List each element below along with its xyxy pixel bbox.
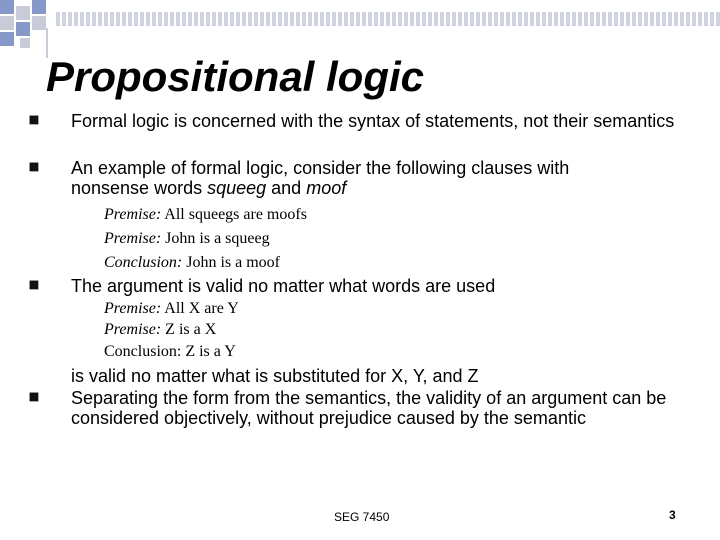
bullet-square-icon: [29, 115, 40, 126]
argument1-conclusion: [104, 253, 280, 273]
premise-text: All squeegs are moofs: [161, 206, 307, 223]
nonsense-word-moof: moof: [306, 178, 347, 198]
argument2-conclusion: Conclusion: Z is a Y: [104, 343, 236, 360]
argument2-premise1: [104, 299, 239, 319]
conclusion-label: Conclusion:: [104, 254, 183, 271]
premise-text: John is a squeeg: [161, 230, 270, 247]
footer-course-code: SEG 7450: [334, 510, 390, 524]
bullet-formal-logic: Formal logic is concerned with the syntax of statements, not their semantics: [71, 111, 675, 131]
bullet-example-prefix: nonsense words: [71, 178, 208, 198]
page-number: 3: [669, 508, 676, 522]
premise-label: Premise:: [104, 321, 162, 338]
bullet-separating-form: Separating the form from the semantics, the validity of an argument can be considered objectively, without prejudice caused by the semantic: [71, 388, 667, 428]
argument1-premise1: [104, 205, 307, 225]
premise-text: All X are Y: [161, 300, 239, 317]
argument1-premise2: [104, 229, 270, 249]
slide-title: Propositional logic: [46, 53, 425, 100]
nonsense-word-squeeg: squeeg: [207, 178, 267, 198]
continuation-text: is valid no matter what is substituted for X, Y, and Z: [71, 366, 479, 386]
bullet-example-line1: An example of formal logic, consider the following clauses with: [71, 158, 570, 178]
bullet-example-and: and: [266, 178, 307, 198]
bullet-square-icon: [29, 392, 40, 403]
argument2-premise2: [104, 320, 216, 340]
premise-label: Premise:: [104, 300, 162, 317]
bullet-argument-valid: The argument is valid no matter what words are used: [71, 276, 496, 296]
premise-label: Premise:: [104, 206, 162, 223]
premise-text: Z is a X: [161, 321, 217, 338]
bullet-formal-logic-example: [71, 158, 691, 198]
bullet-square-icon: [29, 280, 40, 291]
premise-label: Premise:: [104, 230, 162, 247]
conclusion-text: John is a moof: [182, 254, 280, 271]
bullet-square-icon: [29, 162, 40, 173]
